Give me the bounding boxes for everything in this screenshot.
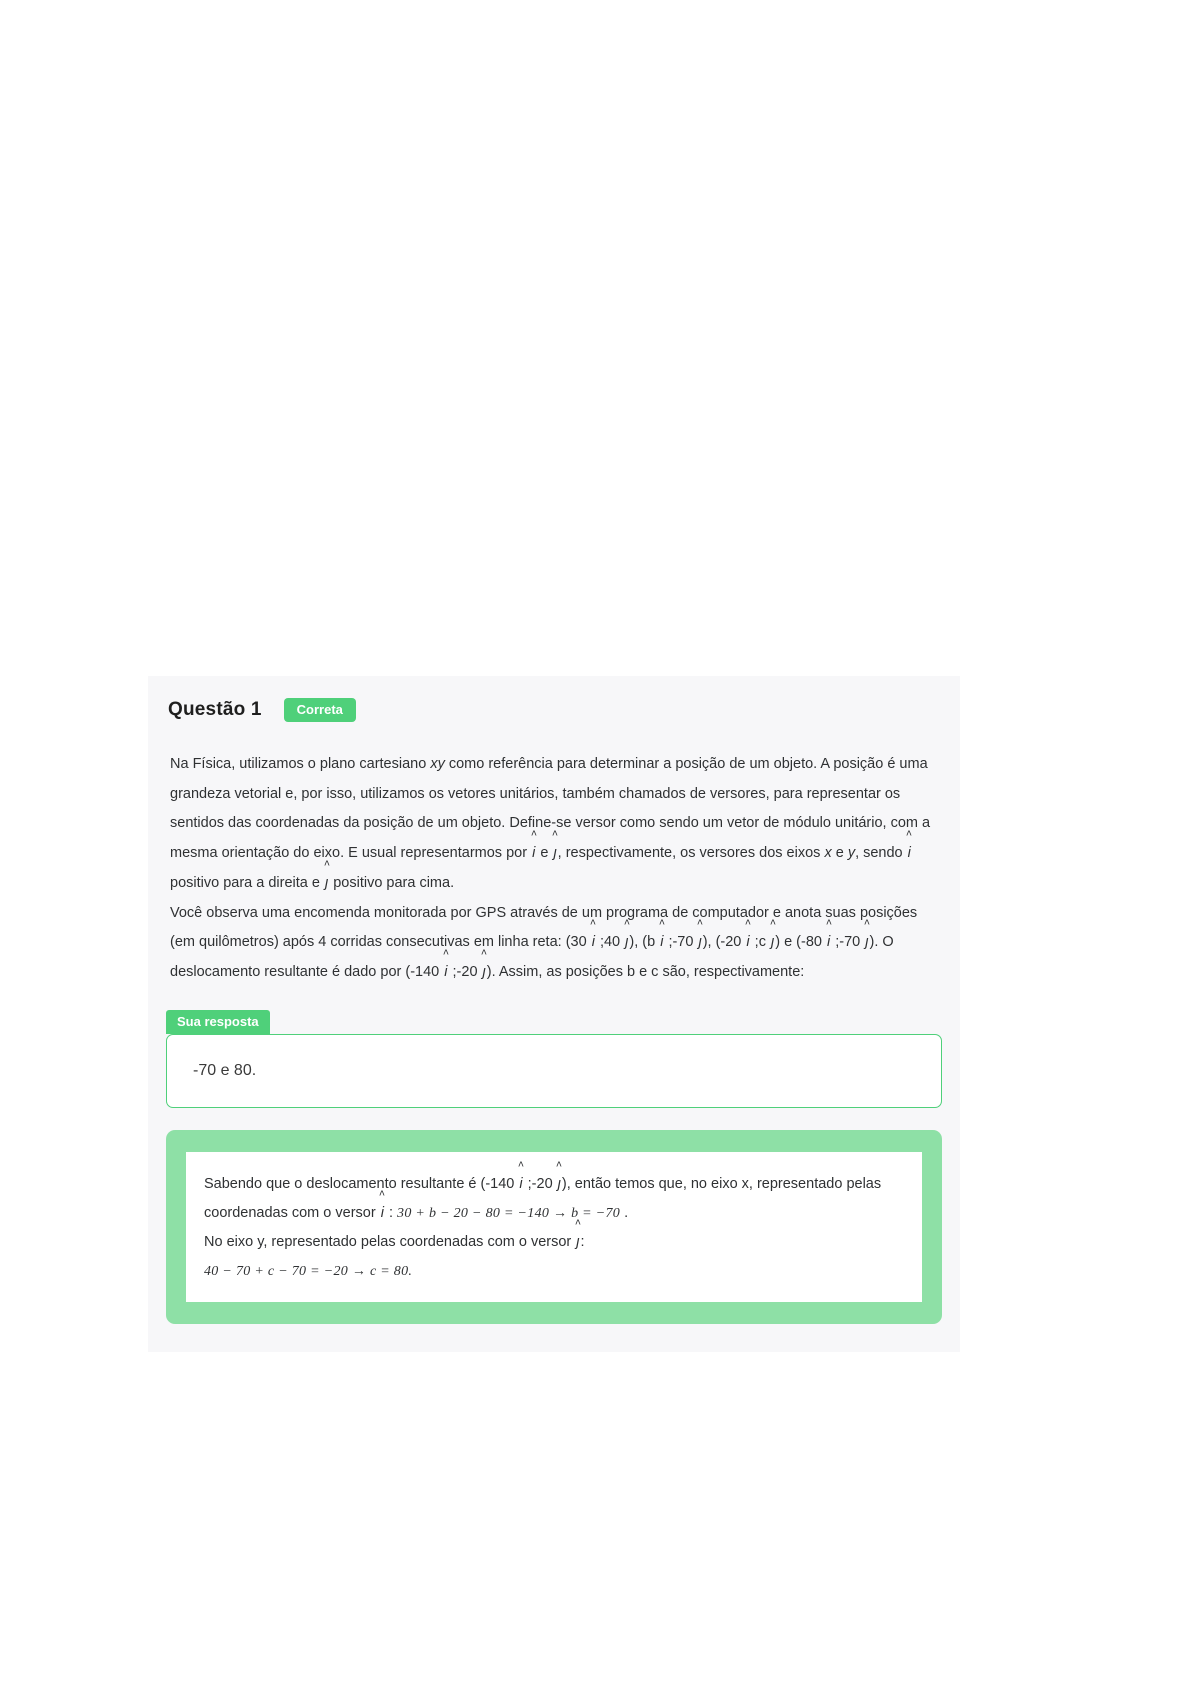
question-header (148, 676, 960, 728)
feedback-text-1a: Sabendo que o deslocamento resultante é (-140 (204, 1175, 519, 1192)
versor-j-icon-6: ^ ȷ (864, 928, 869, 958)
feedback-content (186, 1152, 922, 1302)
statement-xy: xy (430, 756, 445, 772)
statement-text-2a: Você observa uma encomenda monitorada por GPS através de um programa de computador e anota suas posições (em quilômetros) após 4 corridas consecutivas em linha reta: (30 (170, 904, 918, 951)
versor-j-icon-2: ^ ȷ (324, 869, 329, 899)
question-statement (148, 728, 960, 1000)
statement-paragraph-1 (170, 750, 938, 899)
feedback-text-1c: ), então temos que, no eixo x, representado pelas coordenadas com o versor (204, 1175, 882, 1221)
versor-i-icon-9: ^ i (380, 1199, 385, 1228)
feedback-line-3 (204, 1257, 904, 1286)
versor-j-icon: ^ ȷ (552, 839, 557, 869)
feedback-text-2b: : (580, 1233, 585, 1250)
versor-i-icon: ^ i (531, 839, 536, 869)
versor-i-icon-5: ^ i (745, 928, 750, 958)
versor-i-icon-7: ^ i (443, 958, 448, 988)
versor-j-icon-4: ^ ȷ (697, 928, 702, 958)
versor-j-icon-8: ^ ȷ (557, 1170, 562, 1199)
statement-text-2k: ). Assim, as posições b e c são, respectivamente: (486, 964, 805, 981)
statement-axis-x: x (824, 845, 832, 862)
feedback-equation-x: 30 + b − 20 − 80 = −140 → b = −70 (397, 1205, 621, 1221)
versor-j-icon-9: ^ ȷ (575, 1228, 580, 1257)
statement-text-1c: e (536, 845, 553, 862)
versor-i-icon-8: ^ i (518, 1170, 523, 1199)
versor-i-icon-2: ^ i (907, 839, 912, 869)
statement-paragraph-2 (170, 899, 938, 988)
feedback-panel (166, 1130, 942, 1324)
statement-text-1b: como referência para determinar a posição de um objeto. A posição é uma grandeza vetorial e, por isso, utilizamos os vetores unitários, também chamados de versores, para representar os sentidos das coordenadas da posição de um objeto. Define-se versor como sendo um vetor de módulo unitário, com a mesma orientação do eixo. E usual representarmos por (170, 756, 931, 862)
statement-text-2i: ). O deslocamento resultante é dado por (-140 (170, 934, 894, 981)
statement-text-1g: positivo para a direita e (170, 874, 324, 891)
versor-j-icon-3: ^ ȷ (624, 928, 629, 958)
feedback-line-1 (204, 1170, 904, 1228)
page-title: Questão 1 (168, 699, 262, 720)
statement-text-1d: , respectivamente, os versores dos eixos (557, 845, 825, 862)
versor-i-icon-4: ^ i (659, 928, 664, 958)
feedback-line-2 (204, 1228, 904, 1257)
question-card (148, 676, 960, 1352)
statement-text-2e: ), (-20 (702, 934, 746, 951)
versor-i-icon-3: ^ i (591, 928, 596, 958)
statement-text-1f: , sendo (855, 845, 907, 862)
statement-text-2h: ;-70 (831, 934, 865, 951)
feedback-text-2a: No eixo y, representado pelas coordenadas com o versor (204, 1233, 576, 1250)
answer-box (166, 1034, 942, 1108)
status-badge: Correta (284, 698, 356, 722)
statement-text-1a: Na Física, utilizamos o plano cartesiano (170, 756, 431, 772)
versor-j-icon-7: ^ ȷ (482, 958, 487, 988)
statement-text-2j: ;-20 (448, 964, 482, 981)
feedback-text-1d: : (384, 1204, 398, 1221)
versor-i-icon-6: ^ i (826, 928, 831, 958)
statement-text-2c: ), (b (629, 934, 660, 951)
answer-label-wrap (148, 1000, 960, 1034)
feedback-text-1e: . (620, 1204, 629, 1221)
card-bottom-padding (148, 1324, 960, 1352)
statement-text-1e: e (831, 845, 848, 862)
statement-text-2f: ;c (750, 934, 770, 951)
answer-value: -70 e 80. (193, 1061, 257, 1079)
statement-text-2g: ) e (-80 (775, 934, 826, 951)
answer-label: Sua resposta (166, 1010, 270, 1034)
versor-j-icon-5: ^ ȷ (770, 928, 775, 958)
feedback-text-1b: ;-20 (523, 1175, 557, 1192)
statement-text-2b: ;40 (595, 934, 625, 951)
statement-axis-y: y (847, 845, 856, 862)
statement-text-1h: positivo para cima. (329, 874, 455, 891)
feedback-equation-y: 40 − 70 + c − 70 = −20 → c = 80. (204, 1263, 413, 1279)
statement-text-2d: ;-70 (664, 934, 698, 951)
